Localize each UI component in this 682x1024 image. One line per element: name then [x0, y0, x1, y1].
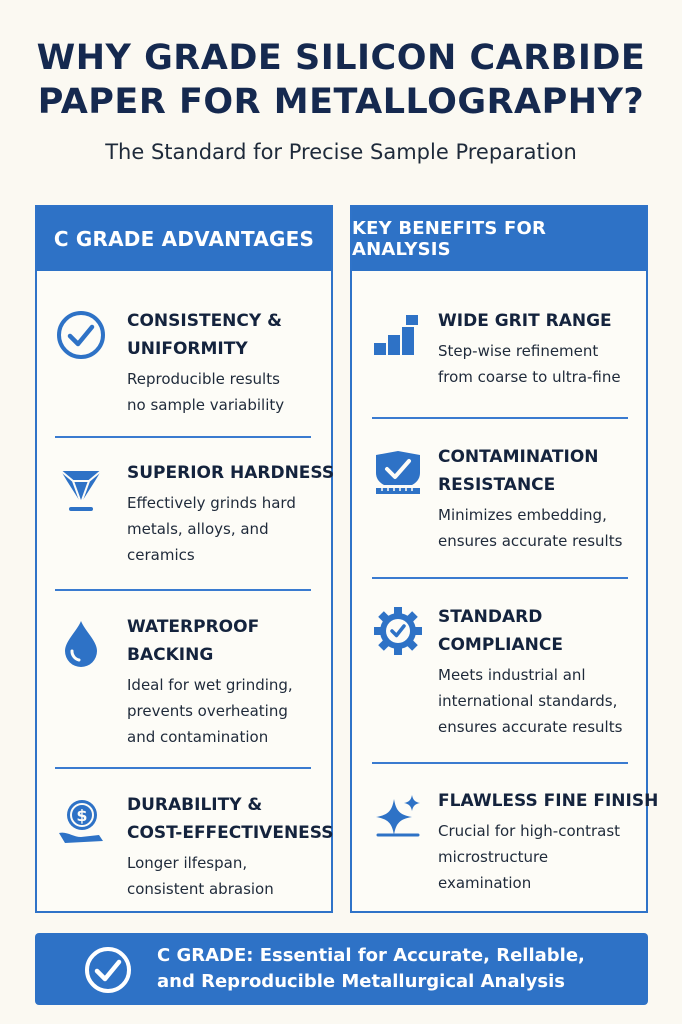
- item-title-line: STANDARD: [438, 607, 543, 627]
- benefit-item-contamination: [372, 443, 642, 563]
- item-desc-line: from coarse to ultra-fine: [438, 368, 621, 386]
- advantage-item-waterproof: [55, 613, 325, 753]
- item-desc-line: ensures accurate results: [438, 532, 623, 550]
- item-desc-line: ceramics: [127, 546, 195, 564]
- item-title-line: SUPERIOR HARDNESS: [127, 463, 335, 483]
- dollar-coin-hand-icon: [55, 795, 107, 847]
- divider: [55, 436, 311, 438]
- item-desc-line: prevents overheating: [127, 702, 288, 720]
- item-desc-line: Step-wise refinement: [438, 342, 599, 360]
- divider: [372, 417, 628, 419]
- item-title-line: RESISTANCE: [438, 475, 556, 495]
- shield-check-icon: [372, 447, 424, 499]
- item-title-line: BACKING: [127, 645, 214, 665]
- title-line-2: PAPER FOR METALLOGRAPHY?: [37, 82, 645, 122]
- benefits-panel: [350, 205, 659, 913]
- item-desc-line: metals, alloys, and: [127, 520, 269, 538]
- benefits-heading: KEY BENEFITS FOR ANALYSIS: [352, 207, 646, 271]
- banner-line-2: and Reproducible Metallurgical Analysis: [157, 971, 565, 992]
- divider: [372, 762, 628, 764]
- item-desc-line: and contamination: [127, 728, 269, 746]
- item-desc-line: Reproducible results: [127, 370, 280, 388]
- advantages-heading: C GRADE ADVANTAGES: [37, 207, 331, 271]
- grit-steps-icon: [372, 311, 424, 363]
- summary-banner: [35, 933, 648, 1005]
- item-desc-line: microstructure: [438, 848, 549, 866]
- item-desc-line: Longer ilfespan,: [127, 854, 248, 872]
- item-desc-line: examination: [438, 874, 532, 892]
- item-desc-line: no sample variability: [127, 396, 285, 414]
- sparkle-icon: [372, 791, 424, 843]
- advantage-item-durability: [55, 791, 334, 901]
- divider: [55, 767, 311, 769]
- check-circle-icon: [83, 945, 133, 995]
- divider: [55, 589, 311, 591]
- item-title-line: DURABILITY &: [127, 795, 263, 815]
- item-title-line: WATERPROOF: [127, 617, 260, 637]
- check-circle-icon: [55, 309, 107, 361]
- item-desc-line: Effectively grinds hard: [127, 494, 296, 512]
- item-desc-line: Minimizes embedding,: [438, 506, 607, 524]
- advantage-item-consistency: [55, 307, 325, 417]
- item-title-line: FLAWLESS FINE FINISH: [438, 791, 659, 811]
- item-desc-line: Ideal for wet grinding,: [127, 676, 293, 694]
- water-drop-icon: [55, 617, 107, 669]
- benefit-item-compliance: [372, 603, 642, 743]
- gear-check-icon: [372, 605, 424, 657]
- advantages-panel: [35, 205, 333, 913]
- advantage-item-hardness: [55, 459, 335, 569]
- diamond-hardness-icon: [55, 463, 107, 515]
- benefit-item-finish: [372, 787, 659, 907]
- item-title-line: WIDE GRIT RANGE: [438, 311, 612, 331]
- item-desc-line: international standards,: [438, 692, 618, 710]
- item-title-line: UNIFORMITY: [127, 339, 248, 359]
- benefit-item-grit-range: [372, 307, 642, 417]
- item-title-line: COST-EFFECTIVENESS: [127, 823, 334, 843]
- divider: [372, 577, 628, 579]
- item-desc-line: consistent abrasion: [127, 880, 274, 898]
- item-desc-line: Crucial for high-contrast: [438, 822, 621, 840]
- page-subtitle: The Standard for Precise Sample Preparation: [105, 140, 577, 164]
- page-title: [0, 36, 682, 124]
- title-line-1: WHY GRADE SILICON CARBIDE: [36, 38, 646, 78]
- item-title-line: COMPLIANCE: [438, 635, 563, 655]
- svg-text:$: $: [76, 806, 88, 825]
- item-title-line: CONTAMINATION: [438, 447, 599, 467]
- banner-line-1: C GRADE: Essential for Accurate, Rellable,: [157, 945, 585, 966]
- item-title-line: CONSISTENCY &: [127, 311, 282, 331]
- item-desc-line: ensures accurate results: [438, 718, 623, 736]
- item-desc-line: Meets industrial anl: [438, 666, 586, 684]
